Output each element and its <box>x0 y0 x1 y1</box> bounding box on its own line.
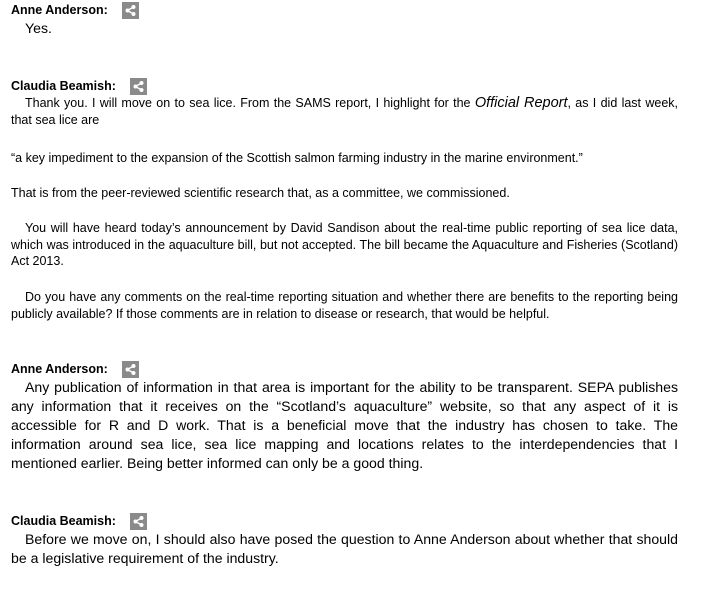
speech-3 <box>11 359 678 473</box>
speech-1 <box>11 0 678 38</box>
share-icon[interactable] <box>122 2 139 19</box>
speech-4 <box>11 511 678 568</box>
speaker-line <box>11 0 678 20</box>
speech-2 <box>11 76 678 129</box>
speech-paragraph: Yes. <box>25 20 52 36</box>
speaker-name: Claudia Beamish: <box>11 79 116 93</box>
speech-paragraph: Any publication of information in that area is important for the ability to be transparent. SEPA publishes any information that it receives on the “Scotland’s aquaculture” website, so that any aspect of it is accessible for R and D work. That is a beneficial move that the industry has chosen to take. The information around sea lice, sea lice mapping and locations relates to the interdependencies that I mentioned earlier. Being better informed can only be a good thing. <box>11 379 678 471</box>
share-icon-glyph <box>124 363 137 376</box>
speech-paragraph: Do you have any comments on the real-time reporting situation and whether there are benefits to the reporting being publicly available? If those comments are in relation to disease or research, that would be helpful. <box>11 290 678 321</box>
share-icon[interactable] <box>122 361 139 378</box>
share-icon-glyph <box>132 515 145 528</box>
speech-paragraph <box>11 95 678 129</box>
share-icon[interactable] <box>130 78 147 95</box>
speaker-line <box>11 359 678 379</box>
paragraph-text: , as I did last week, that sea lice are <box>11 96 678 127</box>
share-icon[interactable] <box>130 513 147 530</box>
speaker-name: Anne Anderson: <box>11 3 108 17</box>
share-icon-glyph <box>132 80 145 93</box>
paragraph-text: Thank you. I will move on to sea lice. From the SAMS report, I highlight for the <box>25 96 475 110</box>
official-report-italic: Official Report <box>474 95 568 111</box>
speaker-name: Anne Anderson: <box>11 362 108 376</box>
share-icon-glyph <box>124 4 137 17</box>
speaker-line <box>11 76 678 96</box>
speech-paragraph: Before we move on, I should also have posed the question to Anne Anderson about whether that should be a legislative requirement of the industry. <box>11 531 678 566</box>
quote-paragraph: “a key impediment to the expansion of the Scottish salmon farming industry in the marine environment.” <box>11 151 583 165</box>
speaker-name: Claudia Beamish: <box>11 514 116 528</box>
speech-paragraph: You will have heard today’s announcement by David Sandison about the real-time public reporting of sea lice data, which was introduced in the aquaculture bill, but not accepted. The bill became the Aquaculture and Fisheries (Scotland) Act 2013. <box>11 221 678 268</box>
plain-paragraph: That is from the peer-reviewed scientific research that, as a committee, we commissioned. <box>11 186 510 200</box>
speaker-line <box>11 511 678 531</box>
